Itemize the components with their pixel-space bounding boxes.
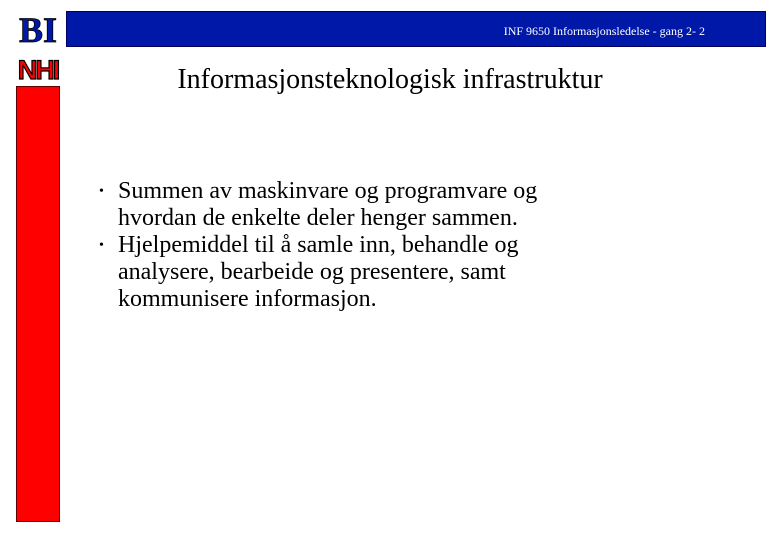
bi-logo <box>14 10 62 48</box>
bullet-line: kommunisere informasjon. <box>118 286 377 312</box>
bullet-line: Summen av maskinvare og programvare og <box>118 178 538 204</box>
bullet-item <box>99 232 708 313</box>
course-header-text: INF 9650 Informasjonsledelse - gang 2- 2 <box>503 24 705 38</box>
bullet-dot-icon: • <box>99 238 104 253</box>
bullet-list <box>99 178 708 313</box>
slide-title: Informasjonsteknologisk infrastruktur <box>177 64 603 95</box>
bullet-line: hvordan de enkelte deler henger sammen. <box>118 205 518 231</box>
bullet-line: Hjelpemiddel til å samle inn, behandle og <box>118 232 519 258</box>
svg-text:BI: BI <box>18 10 58 48</box>
side-accent-bar <box>16 86 60 522</box>
header-bar <box>66 11 766 47</box>
bullet-item <box>99 178 708 232</box>
bullet-dot-icon: • <box>99 184 104 199</box>
bullet-line: analysere, bearbeide og presentere, samt <box>118 259 506 285</box>
svg-text:NHI: NHI <box>17 55 59 84</box>
